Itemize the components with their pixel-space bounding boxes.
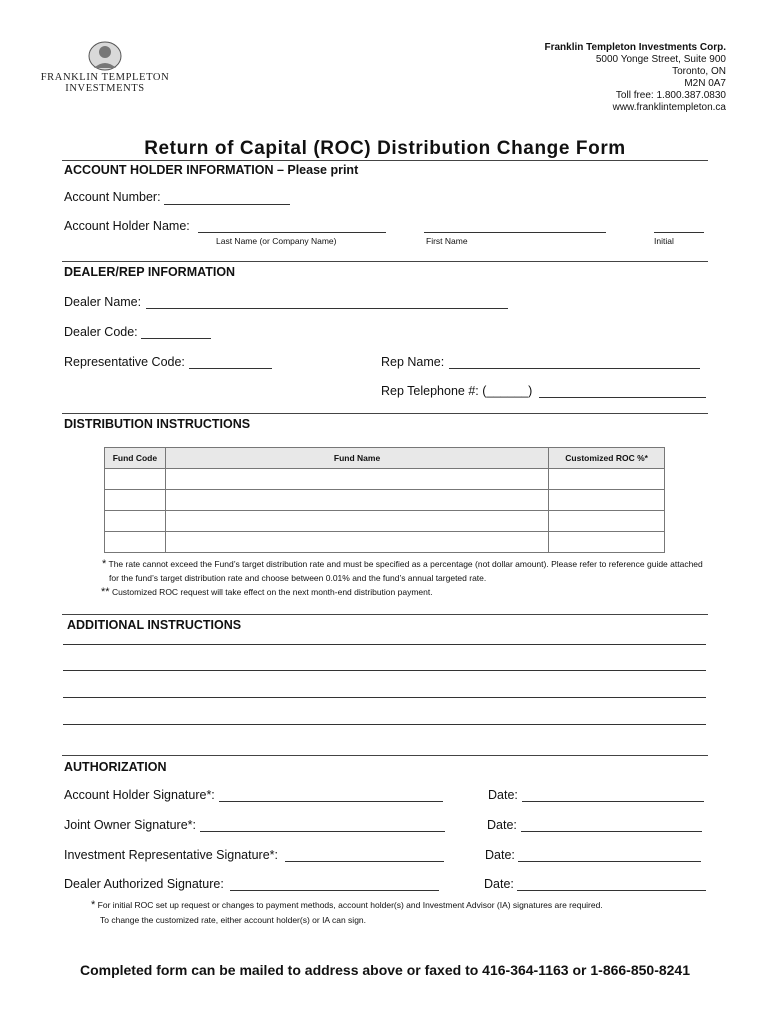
dealer-signature-field[interactable] xyxy=(230,890,439,891)
fund-name-cell[interactable] xyxy=(165,490,548,511)
first-name-field[interactable] xyxy=(424,232,606,233)
company-logo-text xyxy=(40,72,170,94)
account-section-heading: ACCOUNT HOLDER INFORMATION – Please print xyxy=(64,163,359,177)
dealer-code-label: Dealer Code: xyxy=(64,325,138,339)
dealer-date-field[interactable] xyxy=(517,890,706,891)
distribution-table xyxy=(104,447,665,553)
additional-instructions-line[interactable] xyxy=(63,724,706,725)
rep-name-field[interactable] xyxy=(449,368,700,369)
address-line: Toronto, ON xyxy=(672,66,726,77)
dealer-name-label: Dealer Name: xyxy=(64,295,142,309)
note-marker: * xyxy=(102,558,107,570)
fund-code-cell[interactable] xyxy=(105,469,166,490)
roc-percent-cell[interactable] xyxy=(549,490,665,511)
section-rule xyxy=(62,261,708,262)
authorization-section-heading: AUTHORIZATION xyxy=(64,760,167,774)
account-holder-name-label: Account Holder Name: xyxy=(64,219,190,233)
additional-instructions-line[interactable] xyxy=(63,670,706,671)
rep-date-field[interactable] xyxy=(518,861,701,862)
joint-owner-date-field[interactable] xyxy=(521,831,702,832)
footer-instructions: Completed form can be mailed to address above or faxed to 416-364-1163 or 1-866-850-8241 xyxy=(79,962,691,978)
section-rule xyxy=(62,755,708,756)
account-holder-date-field[interactable] xyxy=(522,801,704,802)
distribution-note-2 xyxy=(101,586,433,598)
roc-percent-cell[interactable] xyxy=(549,511,665,532)
note-marker: * xyxy=(91,899,96,911)
website: www.franklintempleton.ca xyxy=(612,102,726,113)
table-header-row xyxy=(105,448,665,469)
form-title: Return of Capital (ROC) Distribution Change Form xyxy=(144,138,626,159)
table-row xyxy=(105,490,665,511)
authorization-note-cont: To change the customized rate, either account holder(s) or IA can sign. xyxy=(100,915,367,925)
rep-name-label: Rep Name: xyxy=(381,355,445,369)
dealer-code-field[interactable] xyxy=(141,338,211,339)
rep-signature-field[interactable] xyxy=(285,861,444,862)
company-address xyxy=(544,42,726,114)
toll-free: Toll free: 1.800.387.0830 xyxy=(615,90,726,101)
portrait-emblem-icon xyxy=(89,42,121,70)
rep-code-field[interactable] xyxy=(189,368,272,369)
fund-name-cell[interactable] xyxy=(165,469,548,490)
column-header-fund-code: Fund Code xyxy=(105,448,166,469)
logo-line-2: INVESTMENTS xyxy=(65,83,145,94)
joint-owner-signature-label: Joint Owner Signature*: xyxy=(64,818,197,832)
table-row xyxy=(105,511,665,532)
column-header-fund-name: Fund Name xyxy=(165,448,548,469)
authorization-note xyxy=(91,899,711,911)
last-name-field[interactable] xyxy=(198,232,386,233)
rep-code-label: Representative Code: xyxy=(64,355,185,369)
rep-telephone-label: Rep Telephone #: (______) xyxy=(381,384,533,398)
distribution-note-1-cont: for the fund’s target distribution rate and choose between 0.01% and the fund’s annual targeted rate. xyxy=(109,573,487,583)
table-row xyxy=(105,469,665,490)
fund-code-cell[interactable] xyxy=(105,511,166,532)
column-header-roc-percent: Customized ROC %* xyxy=(549,448,665,469)
date-label: Date: xyxy=(484,877,514,891)
initial-field[interactable] xyxy=(654,232,704,233)
fund-name-cell[interactable] xyxy=(165,511,548,532)
distribution-note-1 xyxy=(102,558,712,570)
section-rule xyxy=(62,413,708,414)
fund-name-cell[interactable] xyxy=(165,532,548,553)
section-rule xyxy=(62,614,708,615)
company-name: Franklin Templeton Investments Corp. xyxy=(544,42,726,53)
dealer-name-field[interactable] xyxy=(146,308,508,309)
roc-percent-cell[interactable] xyxy=(549,532,665,553)
note-text: For initial ROC set up request or changes to payment methods, account holder(s) and Investment Advisor (IA) signatures are required. xyxy=(97,900,603,910)
fund-code-cell[interactable] xyxy=(105,490,166,511)
roc-percent-cell[interactable] xyxy=(549,469,665,490)
title-rule xyxy=(62,160,708,161)
note-text: The rate cannot exceed the Fund’s target distribution rate and must be specified as a percentage (not dollar amount). Please refer to reference guide attached xyxy=(108,559,703,569)
additional-instructions-line[interactable] xyxy=(63,644,706,645)
additional-instructions-line[interactable] xyxy=(63,697,706,698)
date-label: Date: xyxy=(488,788,518,802)
date-label: Date: xyxy=(487,818,517,832)
first-name-caption: First Name xyxy=(426,236,468,246)
note-text: Customized ROC request will take effect on the next month-end distribution payment. xyxy=(111,587,433,597)
joint-owner-signature-field[interactable] xyxy=(200,831,445,832)
address-line: M2N 0A7 xyxy=(684,78,726,89)
initial-caption: Initial xyxy=(654,236,674,246)
address-line: 5000 Yonge Street, Suite 900 xyxy=(595,54,726,65)
note-marker: ** xyxy=(101,586,110,598)
account-number-field[interactable] xyxy=(164,204,290,205)
additional-section-heading: ADDITIONAL INSTRUCTIONS xyxy=(67,618,242,632)
rep-telephone-field[interactable] xyxy=(539,397,706,398)
account-holder-signature-label: Account Holder Signature*: xyxy=(64,788,215,802)
logo-line-1: FRANKLIN TEMPLETON xyxy=(40,72,170,83)
date-label: Date: xyxy=(485,848,515,862)
rep-signature-label: Investment Representative Signature*: xyxy=(64,848,279,862)
last-name-caption: Last Name (or Company Name) xyxy=(216,236,337,246)
account-number-label: Account Number: xyxy=(64,190,161,204)
fund-code-cell[interactable] xyxy=(105,532,166,553)
table-row xyxy=(105,532,665,553)
distribution-section-heading: DISTRIBUTION INSTRUCTIONS xyxy=(64,417,251,431)
dealer-signature-label: Dealer Authorized Signature: xyxy=(64,877,224,891)
dealer-section-heading: DEALER/REP INFORMATION xyxy=(64,265,236,279)
account-holder-signature-field[interactable] xyxy=(219,801,443,802)
